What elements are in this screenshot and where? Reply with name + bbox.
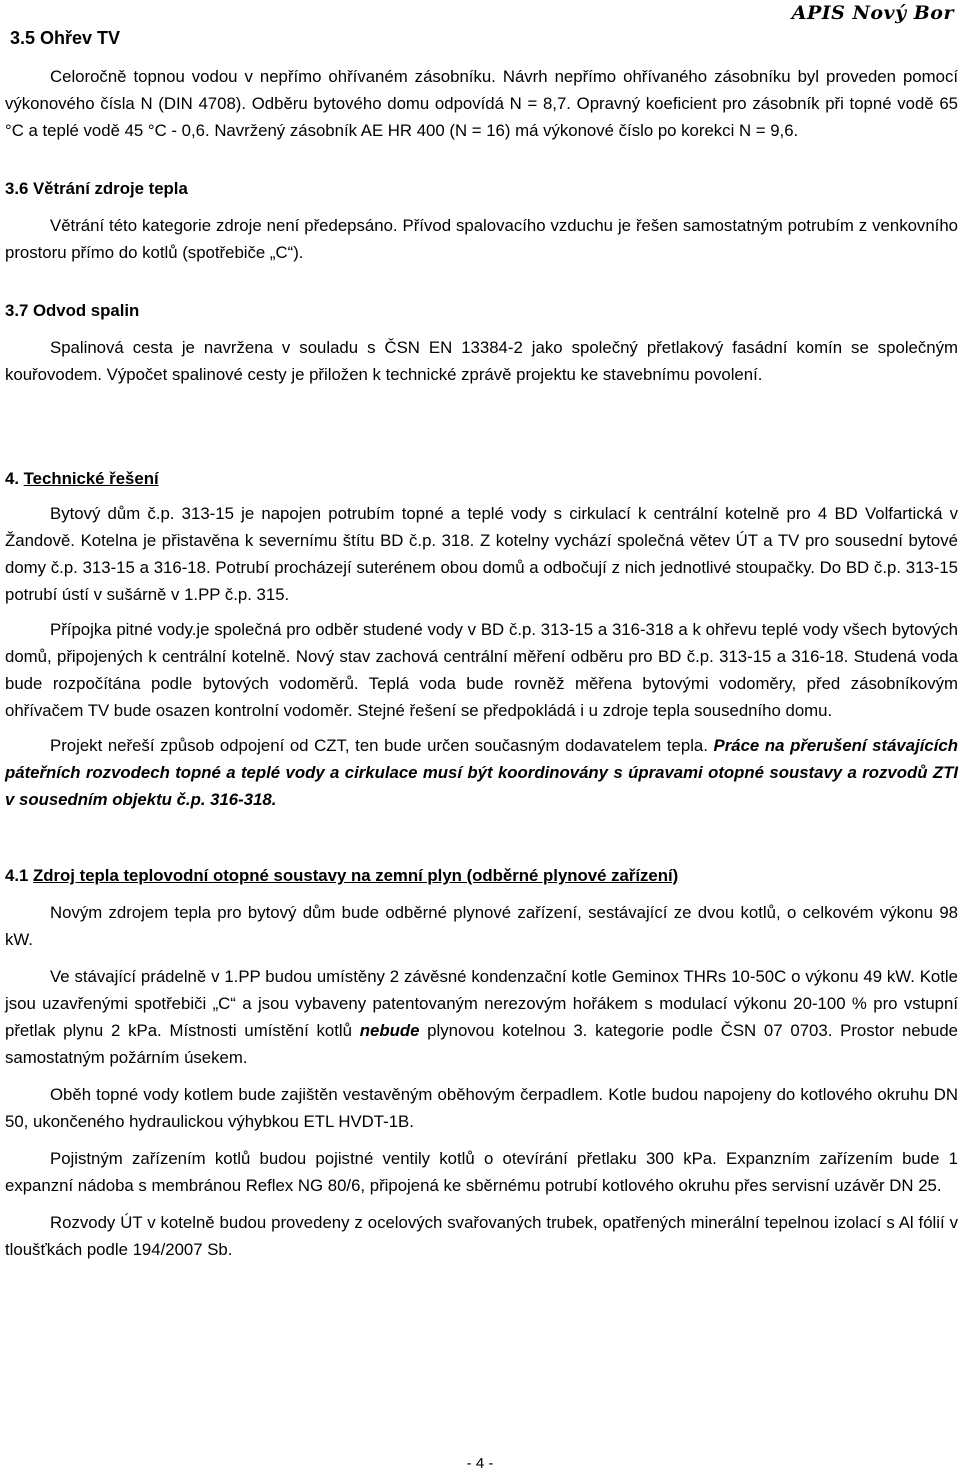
paragraph-ventilation: Větrání této kategorie zdroje není předepsáno. Přívod spalovacího vzduchu je řešen samostatným potrubím z venkovního prostoru přímo do kotlů (spotřebiče „C“). <box>5 216 958 262</box>
paragraph-flue-gas: Spalinová cesta je navržena v souladu s ČSN EN 13384-2 jako společný přetlakový fasádní komín se společným kouřovodem. Výpočet spalinové cesty je přiložen k technické zprávě projektu ke stavebnímu povolení. <box>5 338 958 384</box>
page-number: - 4 - <box>466 1455 494 1472</box>
paragraph-heat-source-2b: plynovou kotelnou 3. kategorie podle ČSN 07 0703. Prostor nebude samostatným požárním úsekem. <box>5 1021 958 1067</box>
heading-4-1-text: Zdroj tepla teplovodní otopné soustavy na zemní plyn (odběrné plynové zařízení) <box>33 866 679 885</box>
company-logo-text: APIS Nový Bor <box>791 2 954 24</box>
paragraph-technical-2: Přípojka pitné vody.je společná pro odběr studené vody v BD č.p. 313-15 a 316-318 a k ohřevu teplé vody všech bytových domů, připojených k centrální kotelně. Nový stav zachová centrální měření odběru pro BD č.p. 313-15 a 316-18. Studená voda bude rozpočítána podle bytových vodoměrů. Teplá voda bude rovněž měřena bytovými vodoměry, před zásobníkovým ohřívačem TV bude osazen kontrolní vodoměr. Stejné řešení se předpokládá i u zdroje tepla sousedního domu. <box>5 620 958 720</box>
heading-4-1-number: 4.1 <box>5 866 29 885</box>
paragraph-heat-source-1: Novým zdrojem tepla pro bytový dům bude odběrné plynové zařízení, sestávající ze dvou kotlů, o celkovém výkonu 98 kW. <box>5 903 958 949</box>
paragraph-technical-3-text: Projekt neřeší způsob odpojení od CZT, ten bude určen současným dodavatelem tepla. <box>50 736 714 755</box>
paragraph-heat-source-2 <box>5 963 958 1071</box>
paragraph-heat-source-3: Oběh topné vody kotlem bude zajištěn vestavěným oběhovým čerpadlem. Kotle budou napojeny do kotlového okruhu DN 50, ukončeného hydraulickou výhybkou ETL HVDT-1B. <box>5 1085 958 1131</box>
paragraph-hot-water: Celoročně topnou vodou v nepřímo ohřívaném zásobníku. Návrh nepřímo ohřívaného zásobníku byl proveden pomocí výkonového čísla N (DIN 4708). Odběru bytového domu odpovídá N = 8,7. Opravný koeficient pro zásobník při topné vodě 65 °C a teplé vodě 45 °C - 0,6. Navržený zásobník AE HR 400 (N = 16) má výkonové číslo po korekci N = 9,6. <box>5 67 958 140</box>
section-title-3-5: 3.5 Ohřev TV <box>10 28 121 48</box>
heading-3-7: 3.7 Odvod spalin <box>5 301 140 320</box>
heading-4-text: Technické řešení <box>23 469 159 488</box>
heading-4 <box>5 465 958 492</box>
paragraph-technical-3 <box>5 732 958 813</box>
document-body <box>5 63 958 1263</box>
paragraph-technical-1: Bytový dům č.p. 313-15 je napojen potrubím topné a teplé vody s cirkulací k centrální kotelně pro 4 BD Volfartická v Žandově. Kotelna je přistavěna k severnímu štítu BD č.p. 318. Z kotelny vychází společná větev ÚT a TV pro sousední bytové domy č.p. 313-15 a 316-18. Potrubí procházejí suterénem obou domů a odbočují z nich jednotlivé stoupačky. Do BD č.p. 313-15 potrubí ústí v sušárně v 1.PP č.p. 315. <box>5 504 958 604</box>
paragraph-technical-3-emphasis: Práce na přerušení stávajících páteřních rozvodech topné a teplé vody a cirkulace musí být koordinovány s úpravami otopné soustavy a rozvodů ZTI v sousedním objektu č.p. 316-318. <box>5 736 959 809</box>
heading-3-6: 3.6 Větrání zdroje tepla <box>5 179 188 198</box>
paragraph-heat-source-2-emphasis: nebude <box>359 1021 420 1040</box>
heading-4-number: 4. <box>5 469 19 488</box>
paragraph-heat-source-2a: Ve stávající prádelně v 1.PP budou umístěny 2 závěsné kondenzační kotle Geminox THRs 10-50C o výkonu 49 kW. Kotle jsou uzavřenými spotřebiči „C“ a jsou vybaveny patentovaným nerezovým hořákem s modulací výkonu 20-100 % pro vstupní přetlak plynu 2 kPa. Místnosti umístění kotlů <box>5 967 958 1040</box>
heading-4-1 <box>5 862 958 889</box>
paragraph-heat-source-5: Rozvody ÚT v kotelně budou provedeny z ocelových svařovaných trubek, opatřených minerální tepelnou izolací s Al fólií v tloušťkách podle 194/2007 Sb. <box>5 1213 958 1259</box>
paragraph-heat-source-4: Pojistným zařízením kotlů budou pojistné ventily kotlů o otevírání přetlaku 300 kPa. Expanzním zařízením bude 1 expanzní nádoba s membránou Reflex NG 80/6, připojená ke sběrnému potrubí kotlového okruhu přes servisní uzávěr DN 25. <box>5 1149 958 1195</box>
